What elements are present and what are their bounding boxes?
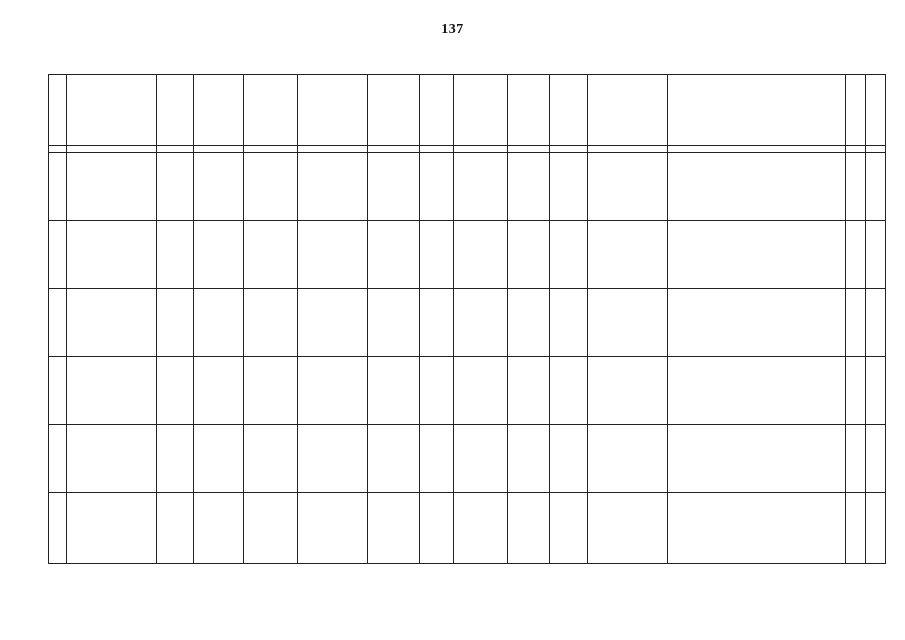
table-cell [194,221,244,289]
table-cell [244,289,298,357]
table-row [49,425,886,493]
table-cell [454,153,508,221]
table-cell [157,493,194,564]
table-cell [368,425,420,493]
table-cell [866,221,886,289]
table-cell [194,493,244,564]
table-cell [298,493,368,564]
table-cell [194,289,244,357]
table-cell [194,153,244,221]
table-cell [668,493,846,564]
column-header [368,75,420,146]
column-header [668,75,846,146]
table-cell [298,221,368,289]
table-row [49,289,886,357]
table-cell [49,425,67,493]
table-cell [846,425,866,493]
table-cell [67,425,157,493]
table-cell [157,357,194,425]
table-cell [368,357,420,425]
column-number [420,146,454,153]
table-cell [420,493,454,564]
table-cell [194,357,244,425]
table-cell [668,221,846,289]
table-cell [368,493,420,564]
table-cell [157,153,194,221]
column-number-row [49,146,886,153]
table-cell [454,221,508,289]
table-cell [368,289,420,357]
column-number [668,146,846,153]
column-header [420,75,454,146]
table-cell [67,357,157,425]
table-cell [508,221,550,289]
column-number [49,146,67,153]
table-cell [368,221,420,289]
column-header [244,75,298,146]
table-cell [866,153,886,221]
column-number [866,146,886,153]
table-cell [454,289,508,357]
table-cell [420,425,454,493]
table-cell [668,357,846,425]
table-cell [49,153,67,221]
column-header [588,75,668,146]
table-row [49,221,886,289]
table-row [49,357,886,425]
table-cell [588,425,668,493]
table-cell [550,425,588,493]
medical-organizations-table [48,74,886,564]
table-cell [420,221,454,289]
table-cell [298,425,368,493]
table-cell [846,289,866,357]
table-cell [244,153,298,221]
table-cell [588,221,668,289]
table-cell [67,289,157,357]
table-cell [550,289,588,357]
table-cell [420,153,454,221]
table-cell [454,425,508,493]
table-header-row [49,75,886,146]
table-cell [866,357,886,425]
column-header [846,75,866,146]
table-cell [157,221,194,289]
table-cell [420,289,454,357]
table-cell [157,425,194,493]
column-number [67,146,157,153]
column-header [298,75,368,146]
column-header [49,75,67,146]
table-cell [588,289,668,357]
table-cell [866,289,886,357]
column-number [157,146,194,153]
table-cell [866,425,886,493]
column-header [157,75,194,146]
column-header [194,75,244,146]
table-cell [420,357,454,425]
table-cell [588,357,668,425]
table-cell [550,493,588,564]
column-header [550,75,588,146]
table-cell [588,153,668,221]
column-header [866,75,886,146]
table-cell [668,425,846,493]
table-row [49,153,886,221]
table-cell [550,153,588,221]
table-cell [508,425,550,493]
table-cell [508,153,550,221]
table-cell [298,153,368,221]
table-cell [846,221,866,289]
table-row [49,493,886,564]
column-number [846,146,866,153]
table-cell [454,357,508,425]
table-cell [244,221,298,289]
column-number [588,146,668,153]
column-header [508,75,550,146]
column-header [67,75,157,146]
table-cell [157,289,194,357]
page-number: 137 [441,22,464,37]
table-cell [668,153,846,221]
column-number [508,146,550,153]
table-cell [550,357,588,425]
table-cell [508,357,550,425]
table-cell [244,357,298,425]
column-number [454,146,508,153]
column-header [454,75,508,146]
column-number [550,146,588,153]
column-number [194,146,244,153]
table-cell [67,493,157,564]
table-cell [508,289,550,357]
table-cell [550,221,588,289]
column-number [368,146,420,153]
table-cell [846,493,866,564]
table-cell [67,221,157,289]
column-number [244,146,298,153]
table-cell [194,425,244,493]
column-number [298,146,368,153]
table-cell [668,289,846,357]
table-cell [49,357,67,425]
table-cell [588,493,668,564]
table-cell [368,153,420,221]
table-cell [866,493,886,564]
table-cell [49,493,67,564]
table-cell [244,425,298,493]
table-cell [846,153,866,221]
table-cell [298,289,368,357]
table-cell [49,289,67,357]
table-cell [454,493,508,564]
table-cell [846,357,866,425]
table-cell [244,493,298,564]
table-cell [67,153,157,221]
table-cell [49,221,67,289]
table-cell [508,493,550,564]
table-cell [298,357,368,425]
